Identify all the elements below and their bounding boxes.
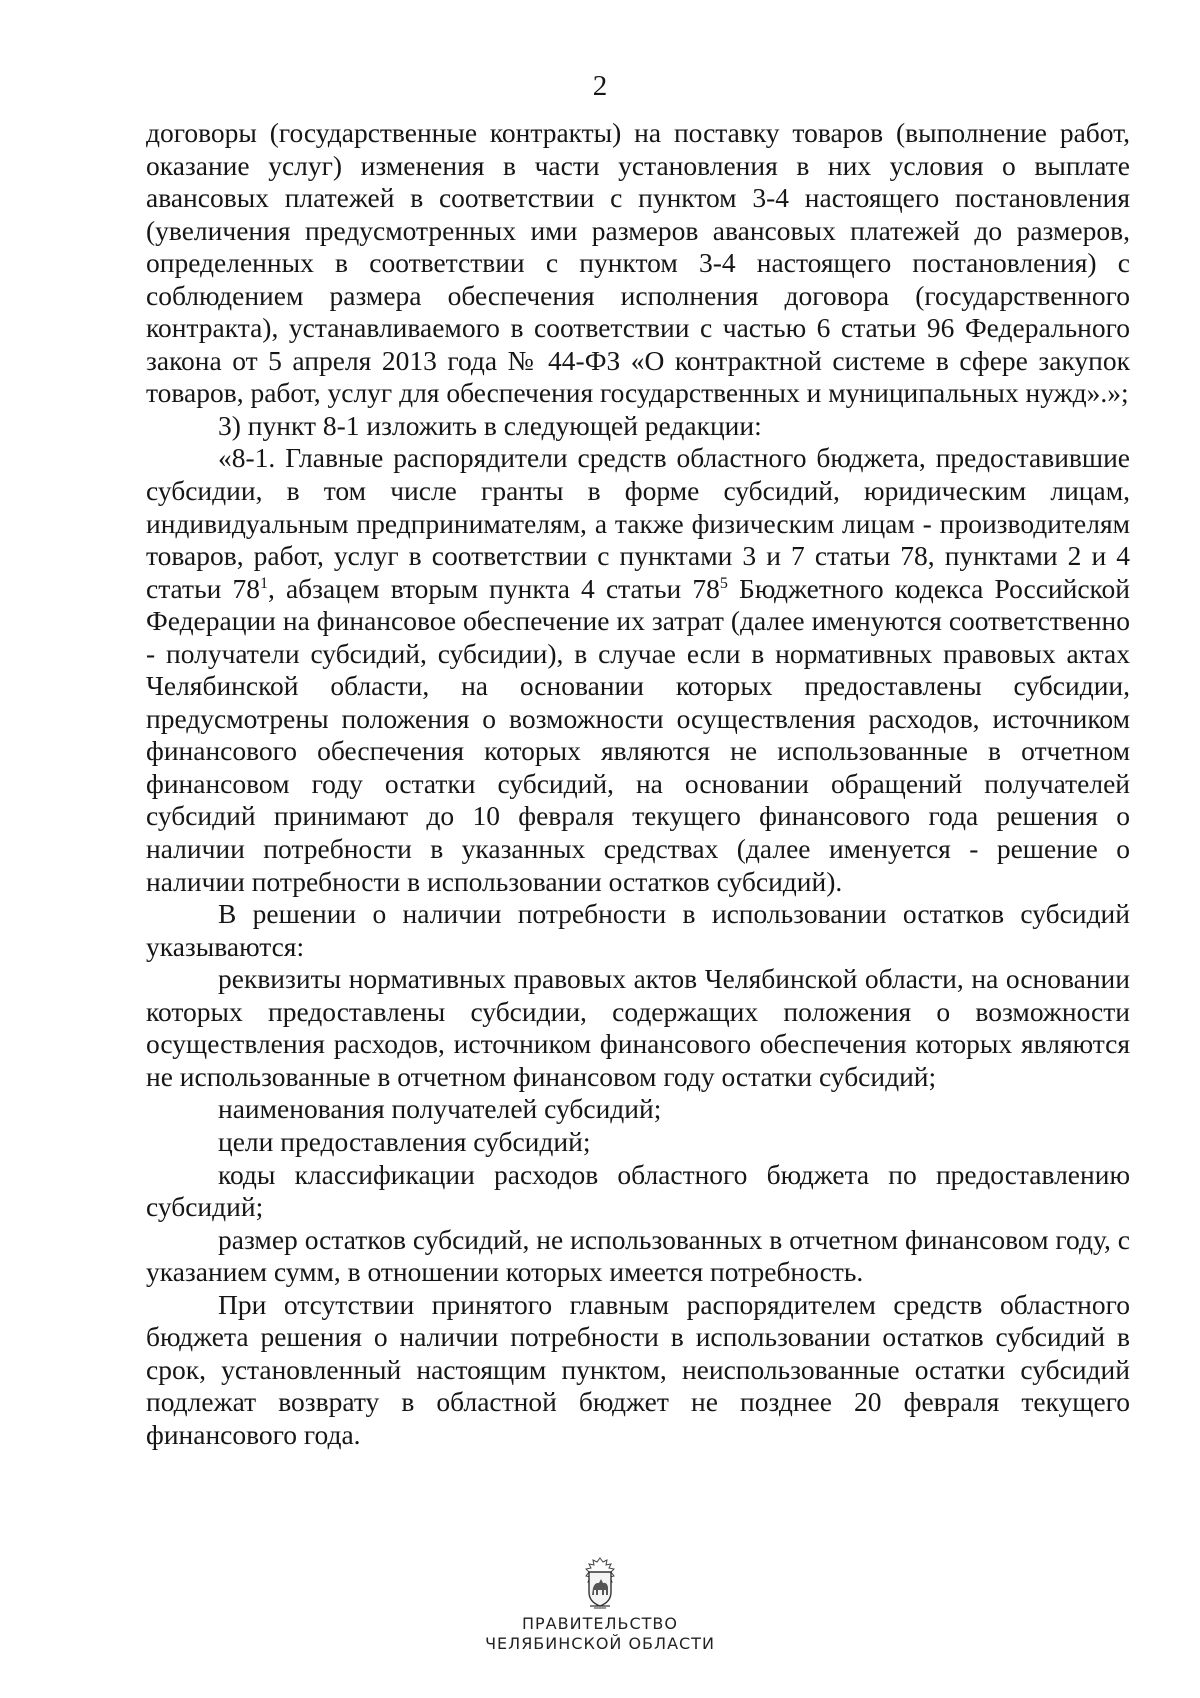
paragraph-refund-rule: При отсутствии принятого главным распорядителем средств областного бюджета решения о наличии потребности в использовании остатков субсидий в срок, установленный настоящим пунктом, неиспользованные остатки субсидий подлежат возврату в областной бюджет не позднее 20 февраля текущего финансового года. xyxy=(146,1288,1130,1450)
list-item-recipient-names: наименования получателей субсидий; xyxy=(218,1093,662,1125)
paragraph-item-3: 3) пункт 8-1 изложить в следующей редакции: xyxy=(218,409,762,441)
list-item-purposes: цели предоставления субсидий; xyxy=(218,1125,591,1157)
clause-8-1-text-middle: , абзацем вторым пункта 4 статьи 78 xyxy=(267,572,720,604)
stamp-line-government: ПРАВИТЕЛЬСТВО xyxy=(522,1614,678,1633)
page-number: 2 xyxy=(592,70,608,102)
clause-8-1-text-start: «8-1. Главные распорядители средств областного бюджета, предоставившие субсидии, в том числе гранты в форме субсидий, юридическим лицам, индивидуальным предпринимателям, а также физическим лицам - производителям товаров, работ, услуг в соответствии с пунктами 3 и 7 статьи 78, пунктами 2 и 4 статьи 78 xyxy=(146,442,1130,604)
paragraph-contracts: договоры (государственные контракты) на поставку товаров (выполнение работ, оказание услуг) изменения в части установления в них условия о выплате авансовых платежей в соответствии с пунктом 3-4 настоящего постановления (увеличения предусмотренных ими размеров авансовых платежей до размеров, определенных в соответствии с пунктом 3-4 настоящего постановления) с соблюдением размера обеспечения исполнения договора (государственного контракта), устанавливаемого в соответствии с частью 6 статьи 96 Федерального закона от 5 апреля 2013 года № 44-ФЗ «О контрактной системе в сфере закупок товаров, работ, услуг для обеспечения государственных и муниципальных нужд».»; xyxy=(146,117,1130,409)
list-item-classification-codes: коды классификации расходов областного бюджета по предоставлению субсидий; xyxy=(146,1158,1130,1223)
paragraph-decision-contents: В решении о наличии потребности в использовании остатков субсидий указываются: xyxy=(146,898,1130,962)
superscript-1: 1 xyxy=(259,574,268,592)
clause-8-1-text-end: Бюджетного кодекса Российской Федерации на финансовое обеспечение их затрат (далее именуются соответственно - получатели субсидий, субсидии), в случае если в нормативных правовых актах Челябинской области, на основании которых предоставлены субсидии, предусмотрены положения о возможности осуществления расходов, источником финансового обеспечения которых являются не использованные в отчетном финансовом году остатки субсидий, на основании обращений получателей субсидий принимают до 10 февраля текущего финансового года решения о наличии потребности в указанных средствах (далее именуется - решение о наличии потребности в использовании остатков субсидий). xyxy=(146,572,1130,897)
chelyabinsk-coat-of-arms-icon xyxy=(580,1556,620,1610)
document-body xyxy=(146,117,1130,1451)
government-stamp xyxy=(480,1556,720,1654)
paragraph-clause-8-1 xyxy=(146,442,1130,898)
stamp-line-region: ЧЕЛЯБИНСКОЙ ОБЛАСТИ xyxy=(485,1634,715,1653)
list-item-requisites: реквизиты нормативных правовых актов Челябинской области, на основании которых предоставлены субсидии, содержащих положения о возможности осуществления расходов, источником финансового обеспечения которых являются не использованные в отчетном финансовом году остатки субсидий; xyxy=(146,963,1130,1092)
superscript-5: 5 xyxy=(719,574,728,592)
list-item-remaining-amount: размер остатков субсидий, не использованных в отчетном финансовом году, с указанием сумм, в отношении которых имеется потребность. xyxy=(146,1223,1130,1288)
